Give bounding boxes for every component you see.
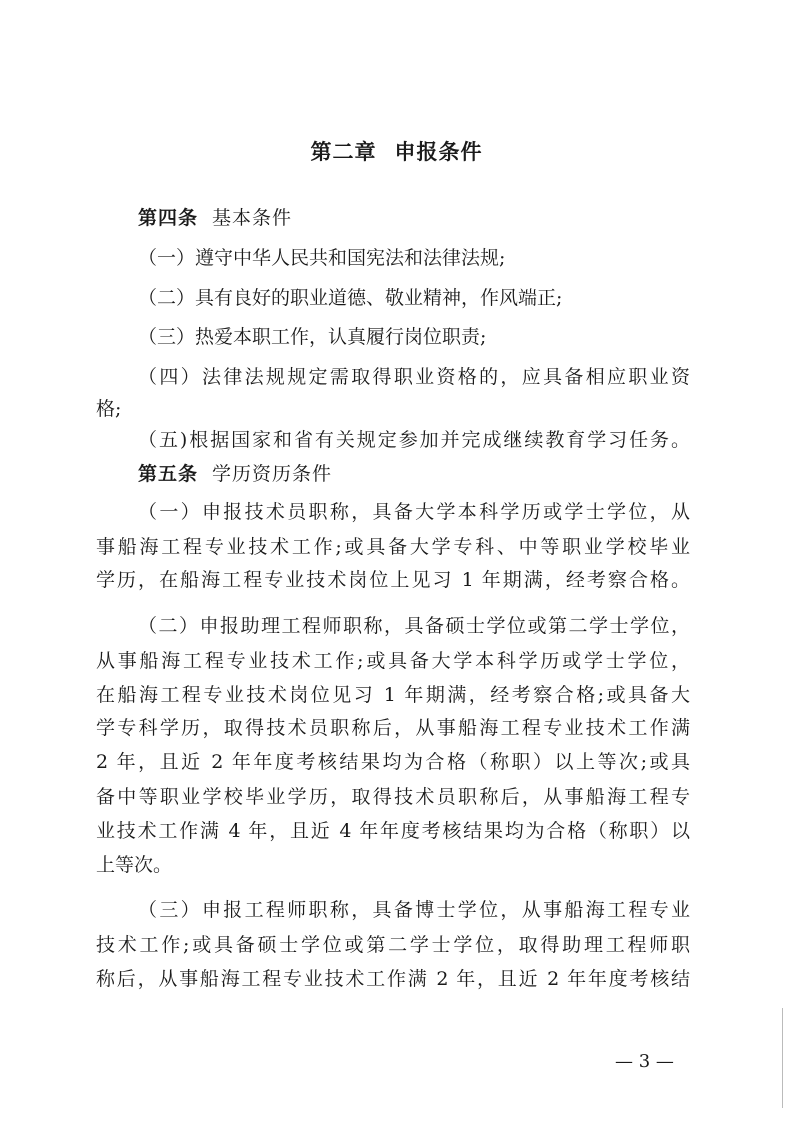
chapter-title: 申报条件 [394,140,483,164]
article-4-item-2: （二）具有良好的职业道德、敬业精神，作风端正; [138,287,563,309]
chapter-label: 第二章 [310,140,377,164]
article-5-para-2-line-1: （二）申报助理工程师职称，具备硕士学位或第二学士学位， [138,615,690,637]
page-number: — 3 — [615,1051,674,1072]
article-5-para-3-line-1: （三）申报工程师职称，具备博士学位，从事船海工程专业 [138,899,690,921]
article-5-heading [138,462,738,486]
article-5-para-2-line-8: 上等次。 [96,854,173,876]
article-4-heading [138,206,738,230]
article-5-para-1-line-2: 事船海工程专业技术工作;或具备大学专科、中等职业学校毕业 [96,536,690,558]
article-5-para-3-line-3: 称后，从事船海工程专业技术工作满 2 年，且近 2 年年度考核结 [96,968,690,990]
article-5-para-3-line-2: 技术工作;或具备硕士学位或第二学士学位，取得助理工程师职 [96,934,690,956]
article-5-para-2-line-7: 业技术工作满 4 年，且近 4 年年度考核结果均为合格（称职）以 [96,820,690,842]
article-4-item-4-cont: 格; [96,398,122,420]
article-5-para-1-line-3: 学历，在船海工程专业技术岗位上见习 1 年期满，经考察合格。 [96,569,690,591]
article-4-item-1: （一）遵守中华人民共和国宪法和法律法规; [138,247,506,269]
article-5-para-2-line-5: 2 年，且近 2 年年度考核结果均为合格（称职）以上等次;或具 [96,751,690,773]
article-4-title: 基本条件 [212,207,293,229]
article-4-item-4: （四）法律法规规定需取得职业资格的，应具备相应职业资 [138,366,690,388]
chapter-heading [0,136,793,166]
article-4-item-3: （三）热爱本职工作，认真履行岗位职责; [138,326,487,348]
scan-edge-line [782,1008,783,1108]
article-5-para-2-line-4: 学专科学历，取得技术员职称后，从事船海工程专业技术工作满 [96,717,690,739]
article-5-para-1-line-1: （一）申报技术员职称，具备大学本科学历或学士学位，从 [138,501,690,523]
article-5-para-2-line-3: 在船海工程专业技术岗位见习 1 年期满，经考察合格;或具备大 [96,684,690,706]
article-5-title: 学历资历条件 [212,463,333,485]
article-5-para-2-line-6: 备中等职业学校毕业学历，取得技术员职称后，从事船海工程专 [96,786,690,808]
article-4-item-5: （五)根据国家和省有关规定参加并完成继续教育学习任务。 [138,429,690,451]
article-4-label: 第四条 [138,207,199,229]
article-5-label: 第五条 [138,463,199,485]
article-5-para-2-line-2: 从事船海工程专业技术工作;或具备大学本科学历或学士学位， [96,650,690,672]
